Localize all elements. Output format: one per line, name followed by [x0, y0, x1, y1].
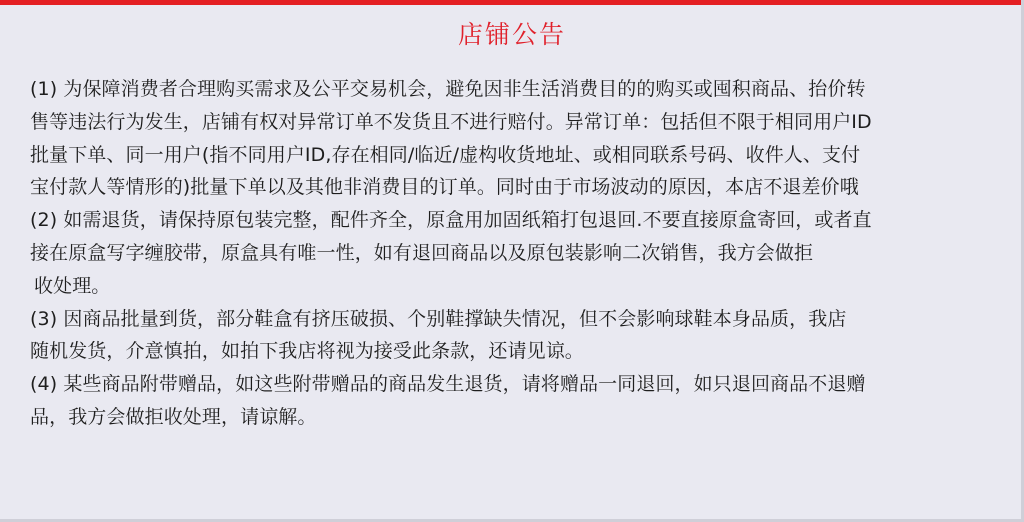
notice-line: 随机发货，介意慎拍，如拍下我店将视为接受此条款，还请见谅。	[30, 340, 584, 363]
notice-title: 店铺公告	[457, 20, 566, 49]
notice-line: 批量下单、同一用户(指不同用户ID,存在相同/临近/虚构收货地址、或相同联系号码、收件人、支付	[30, 143, 861, 166]
notice-line: 收处理。	[34, 274, 111, 297]
notice-line: 接在原盒写字缠胶带，原盒具有唯一性，如有退回商品以及原包装影响二次销售，我方会做拒	[30, 241, 814, 264]
notice-body	[30, 73, 1008, 434]
notice-line: 宝付款人等情形的)批量下单以及其他非消费目的订单。同时由于市场波动的原因，本店不退差价哦	[30, 176, 859, 199]
notice-line: (2) 如需退货，请保持原包装完整，配件齐全，原盒用加固纸箱打包退回.不要直接原盒寄回，或者直	[30, 209, 872, 232]
notice-line: 售等违法行为发生，店铺有权对异常订单不发货且不进行赔付。异常订单：包括但不限于相同用户ID	[30, 110, 872, 133]
notice-line: 品，我方会做拒收处理，请谅解。	[30, 405, 317, 428]
top-accent-border	[0, 0, 1024, 5]
notice-line: (4) 某些商品附带赠品，如这些附带赠品的商品发生退货，请将赠品一同退回，如只退回商品不退赠	[30, 373, 866, 396]
notice-line: (1) 为保障消费者合理购买需求及公平交易机会，避免因非生活消费目的的购买或囤积商品、抬价转	[30, 78, 866, 100]
notice-line: (3) 因商品批量到货，部分鞋盒有挤压破损、个别鞋撑缺失情况，但不会影响球鞋本身品质，我店	[30, 307, 847, 330]
